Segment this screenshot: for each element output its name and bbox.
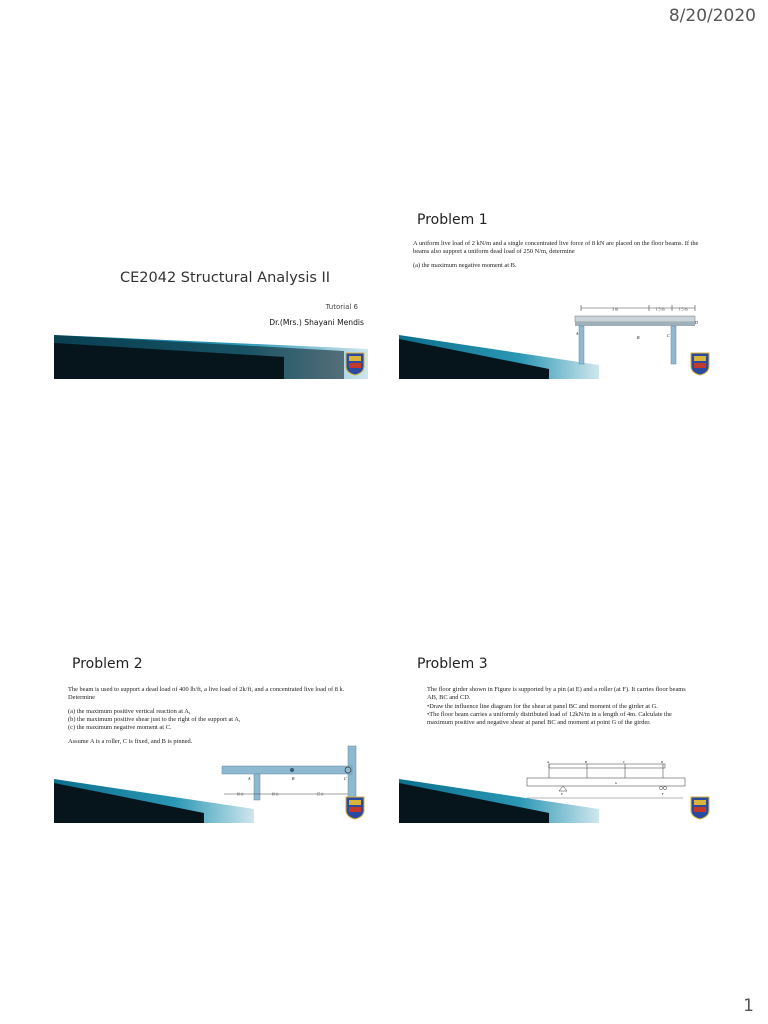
dim-3m: 3 m [611,306,619,312]
label-d: D [695,320,698,325]
slide-problem-3 [399,648,713,823]
problem-2-item-a: (a) the maximum positive vertical reaction at A, [68,707,191,715]
tutorial-label: Tutorial 6 [325,303,358,311]
page-number: 1 [743,996,754,1016]
dim-10ft-b: 10 ft [271,792,279,797]
dim-10ft-a: 10 ft [236,792,244,797]
problem-2-assumption: Assume A is a roller, C is fixed, and B is pinned. [68,737,193,745]
problem-2-item-c: (c) the maximum negative moment at C. [68,724,172,732]
label-c: C [667,333,670,338]
university-crest-icon [345,796,365,820]
label-b: B [292,776,295,781]
problem-1-item-a: (a) the maximum negative moment at B. [413,261,517,269]
label-a: A [248,776,251,781]
slide-problem-1 [399,204,713,379]
label-a: A [576,331,579,336]
university-crest-icon [690,796,710,820]
problem-1-paragraph: A uniform live load of 2 kN/m and a single concentrated live force of 8 kN are placed on the floor beams. If the beams also support a uniform dead load of 250 N/m, determine [413,240,699,256]
dim-1-5m-b: 1.5 m [678,306,688,312]
label-e: E [561,792,563,796]
problem-3-bullet-1: •Draw the influence line diagram for the shear at panel BC and moment of the girder at G. [427,702,658,710]
problem-3-bullet-2: •The floor beam carries a uniformly distributed load of 12kN/m in a length of 4m. Calculate the maximum positive and negative shear at panel BC and moment at point G of the girder. [427,710,672,727]
university-crest-icon [690,352,710,376]
problem-1-title: Problem 1 [417,212,488,228]
dim-15ft: 15 ft [316,792,324,797]
label-g: G [615,781,618,785]
problem-2-text [68,686,358,751]
decorative-band [54,335,368,379]
problem-2-figure [220,744,360,804]
label-a: A [547,760,550,764]
label-b: B [585,760,588,764]
slide-problem-2 [54,648,368,823]
problem-2-title: Problem 2 [72,656,143,672]
page-date: 8/20/2020 [668,6,756,26]
problem-2-paragraph: The beam is used to support a dead load of 400 lb/ft, a live load of 2k/ft, and a concentrated live load of 8 k. Determine [68,686,345,702]
dim-1-5m-a: 1.5 m [655,306,665,312]
label-c: C [623,760,626,764]
label-d: D [661,760,664,764]
label-f: F [662,792,664,796]
problem-3-text [427,686,697,728]
course-title: CE2042 Structural Analysis II [120,270,331,286]
problem-3-title: Problem 3 [417,656,488,672]
author-name: Dr.(Mrs.) Shayani Mendis [269,318,364,327]
problem-1-figure [571,302,701,372]
label-b: B [637,335,640,340]
problem-3-paragraph: The floor girder shown in Figure is supported by a pin (at E) and a roller (at F). It carries floor beams AB, BC and CD. [427,686,686,702]
problem-3-figure [523,760,687,802]
problem-1-text [413,240,703,275]
university-crest-icon [345,352,365,376]
label-c: C [344,776,347,781]
problem-2-item-b: (b) the maximum positive shear just to the right of the support at A, [68,715,241,723]
slide-title [54,204,368,379]
